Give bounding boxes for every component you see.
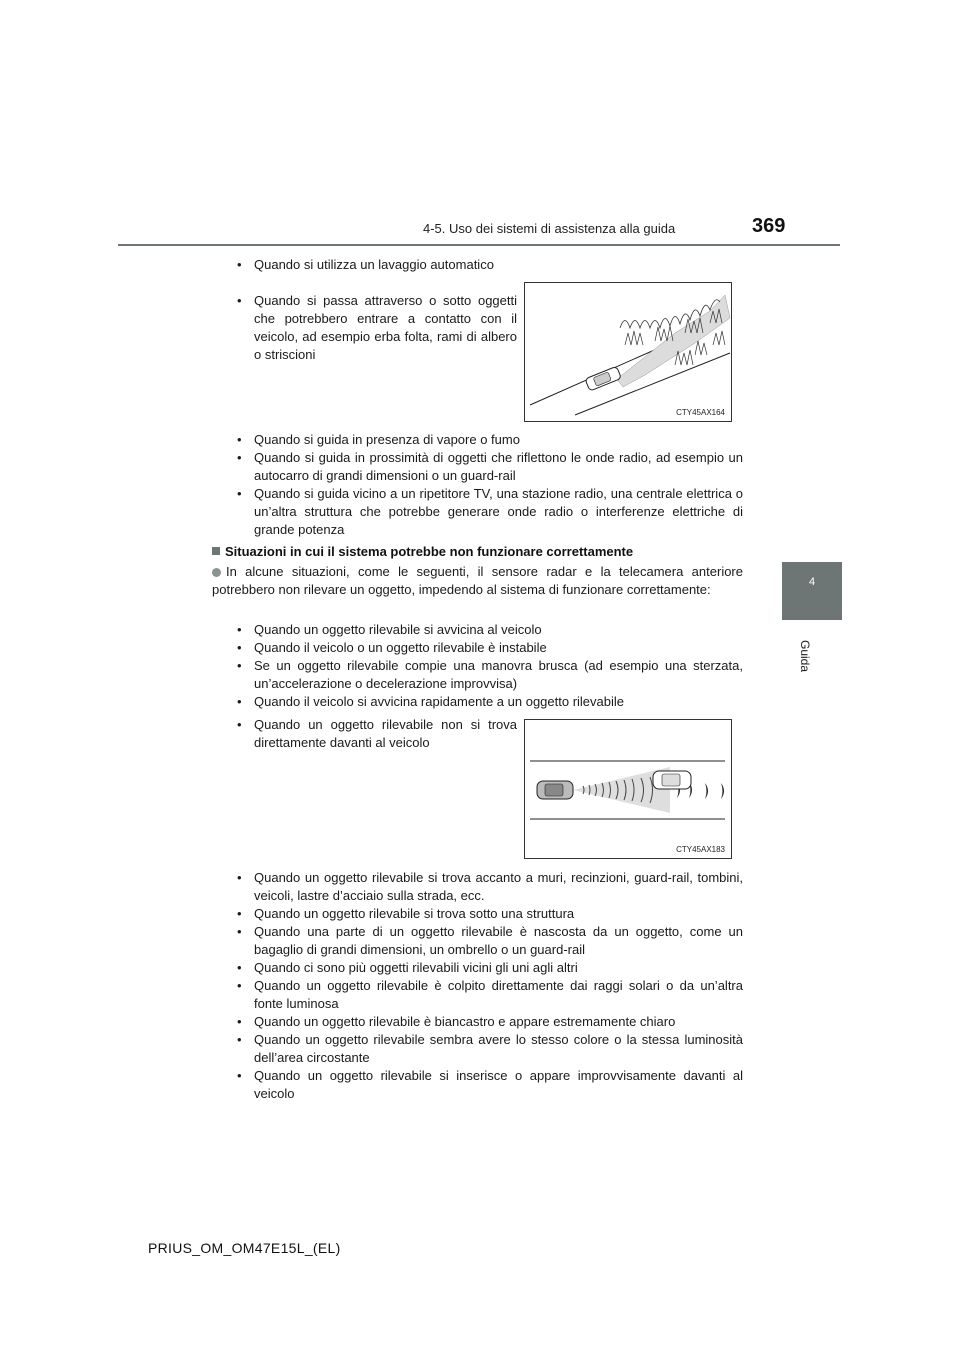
bullet-item: • Quando si guida vicino a un ripetitore TV, una stazione radio, una centrale elettrica o un’altra struttura che potrebbe generare onde radio o interferenze elettriche di grande potenza [237,486,743,537]
figure-caption: CTY45AX183 [676,845,725,854]
figure-caption: CTY45AX164 [676,408,725,417]
document-code: PRIUS_OM_OM47E15L_(EL) [148,1240,341,1256]
bullet-item: • Quando il veicolo si avvicina rapidamente a un oggetto rilevabile [237,694,624,709]
bullet-item: • Quando un oggetto rilevabile sembra avere lo stesso colore o la stessa luminosità dell’area circostante [237,1032,743,1065]
radar-offset-vehicle-illustration [525,720,731,858]
bullet-item: • Quando un oggetto rilevabile è colpito direttamente dai raggi solari o da un’altra fonte luminosa [237,978,743,1011]
bullet-item: • Quando si passa attraverso o sotto oggetti che potrebbero entrare a contatto con il veicolo, ad esempio erba folta, rami di albero o striscioni [237,293,517,362]
chapter-label: Guida [798,640,812,673]
bullet-item: • Quando si guida in prossimità di oggetti che riflettono le onde radio, ad esempio un autocarro di grandi dimensioni o un guard-rail [237,450,743,483]
section-heading: Situazioni in cui il sistema potrebbe non funzionare correttamente [212,543,772,561]
car-driving-through-vegetation-illustration [525,283,731,421]
figure-radar-offset [524,719,732,859]
square-bullet-icon [212,547,220,555]
page-number: 369 [752,215,786,237]
bullet-item: • Quando una parte di un oggetto rilevabile è nascosta da un oggetto, come un bagaglio di grandi dimensioni, un ombrello o un guard-rail [237,924,743,957]
intro-paragraph: In alcune situazioni, come le seguenti, il sensore radar e la telecamera anteriore potrebbero non rilevare un oggetto, impedendo al sistema di funzionare correttamente: [212,564,743,597]
bullet-item: • Quando un oggetto rilevabile è biancastro e appare estremamente chiaro [237,1014,676,1029]
chapter-number: 4 [808,576,816,588]
bullet-item: • Quando si guida in presenza di vapore o fumo [237,432,520,447]
bullet-item: • Se un oggetto rilevabile compie una manovra brusca (ad esempio una sterzata, un’accelerazione o decelerazione improvvisa) [237,658,743,691]
bullet-item: • Quando si utilizza un lavaggio automatico [237,257,494,272]
bullet-item: • Quando un oggetto rilevabile si inserisce o appare improvvisamente davanti al veicolo [237,1068,743,1101]
chapter-tab [782,562,842,620]
bullet-item: • Quando un oggetto rilevabile non si trova direttamente davanti al veicolo [237,717,517,750]
figure-vegetation [524,282,732,422]
section-title: 4-5. Uso dei sistemi di assistenza alla guida [423,221,676,236]
bullet-item: • Quando un oggetto rilevabile si avvicina al veicolo [237,622,542,637]
circle-bullet-icon [212,568,221,577]
header-divider [118,244,840,246]
bullet-item: • Quando un oggetto rilevabile si trova sotto una struttura [237,906,575,921]
bullet-item: • Quando il veicolo o un oggetto rilevabile è instabile [237,640,547,655]
bullet-item: • Quando ci sono più oggetti rilevabili vicini gli uni agli altri [237,960,578,975]
bullet-item: • Quando un oggetto rilevabile si trova accanto a muri, recinzioni, guard-rail, tombini, veicoli, lastre d’acciaio sulla strada, ecc. [237,870,743,903]
